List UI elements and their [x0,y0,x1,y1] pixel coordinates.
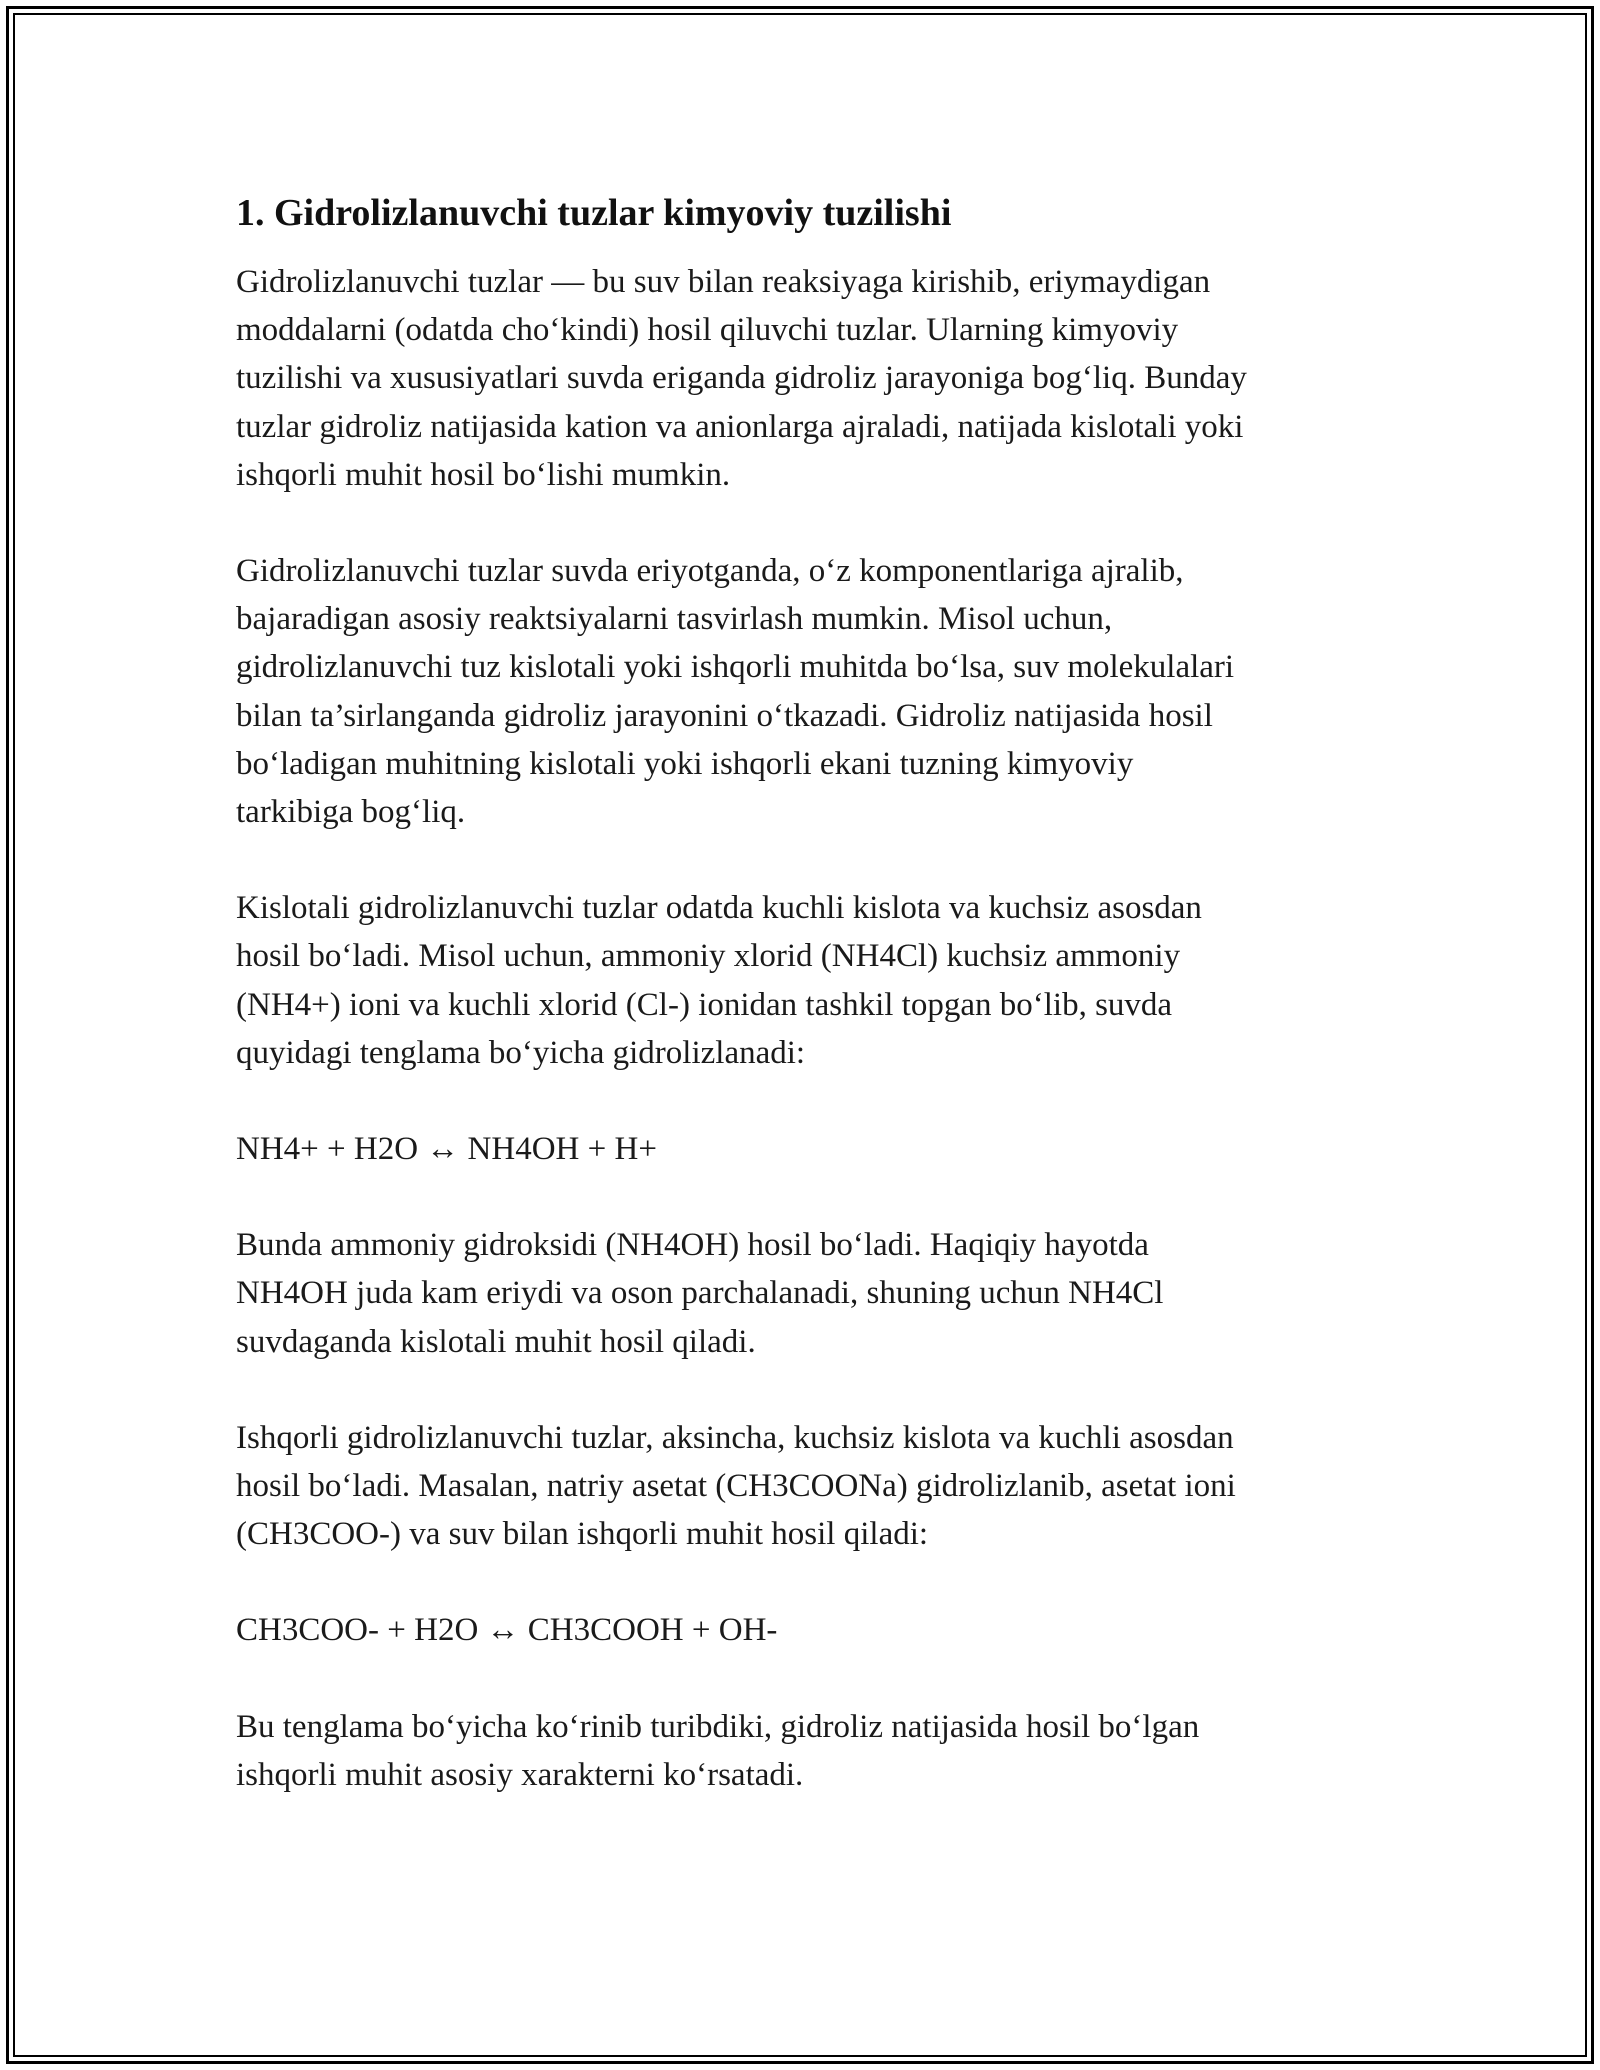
paragraph-intro: Gidrolizlanuvchi tuzlar — bu suv bilan reaksiyaga kirishib, eriymaydigan moddalarni (odatda cho‘kindi) hosil qiluvchi tuzlar. Ularning kimyoviy tuzilishi va xususiyatlari suvda eriganda gidroliz jarayoniga bog‘liq. Bunday tuzlar gidroliz natijasida kation va anionlarga ajraladi, natijada kislotali yoki ishqorli muhit hosil bo‘lishi mumkin. [236,264,1247,493]
paragraph-acidic-salts: Kislotali gidrolizlanuvchi tuzlar odatda kuchli kislota va kuchsiz asosdan hosil bo‘ladi. Misol uchun, ammoniy xlorid (NH4Cl) kuchsiz ammoniy (NH4+) ioni va kuchli xlorid (Cl-) ionidan tashkil topgan bo‘lib, suvda quyidagi tenglama bo‘yicha gidrolizlanadi: [236,890,1202,1071]
equation-ammonium: NH4+ + H2O ↔ NH4OH + H+ [236,1131,657,1168]
paragraph-dissolution: Gidrolizlanuvchi tuzlar suvda eriyotganda, o‘z komponentlariga ajralib, bajaradigan asosiy reaktsiyalarni tasvirlash mumkin. Misol uchun, gidrolizlanuvchi tuz kislotali yoki ishqorli muhitda bo‘lsa, suv molekulalari bilan ta’sirlanganda gidroliz jarayonini o‘tkazadi. Gidroliz natijasida hosil bo‘ladigan muhitning kislotali yoki ishqorli ekani tuzning kimyoviy tarkibiga bog‘liq. [236,553,1235,831]
equation-acetate: CH3COO- + H2O ↔ CH3COOH + OH- [236,1612,778,1649]
paragraph-ammonium-hydroxide: Bunda ammoniy gidroksidi (NH4OH) hosil bo‘ladi. Haqiqiy hayotda NH4OH juda kam eriydi va oson parchalanadi, shuning uchun NH4Cl suvdaganda kislotali muhit hosil qiladi. [236,1227,1164,1360]
document-body [236,186,1366,1847]
paragraph-basic-salts: Ishqorli gidrolizlanuvchi tuzlar, aksincha, kuchsiz kislota va kuchli asosdan hosil bo‘ladi. Masalan, natriy asetat (CH3COONa) gidrolizlanib, asetat ioni (CH3COO-) va suv bilan ishqorli muhit hosil qiladi: [236,1419,1236,1553]
section-title: 1. Gidrolizlanuvchi tuzlar kimyoviy tuzilishi [236,192,952,234]
paragraph-conclusion: Bu tenglama bo‘yicha ko‘rinib turibdiki, gidroliz natijasida hosil bo‘lgan ishqorli muhit asosiy xarakterni ko‘rsatadi. [236,1708,1200,1793]
